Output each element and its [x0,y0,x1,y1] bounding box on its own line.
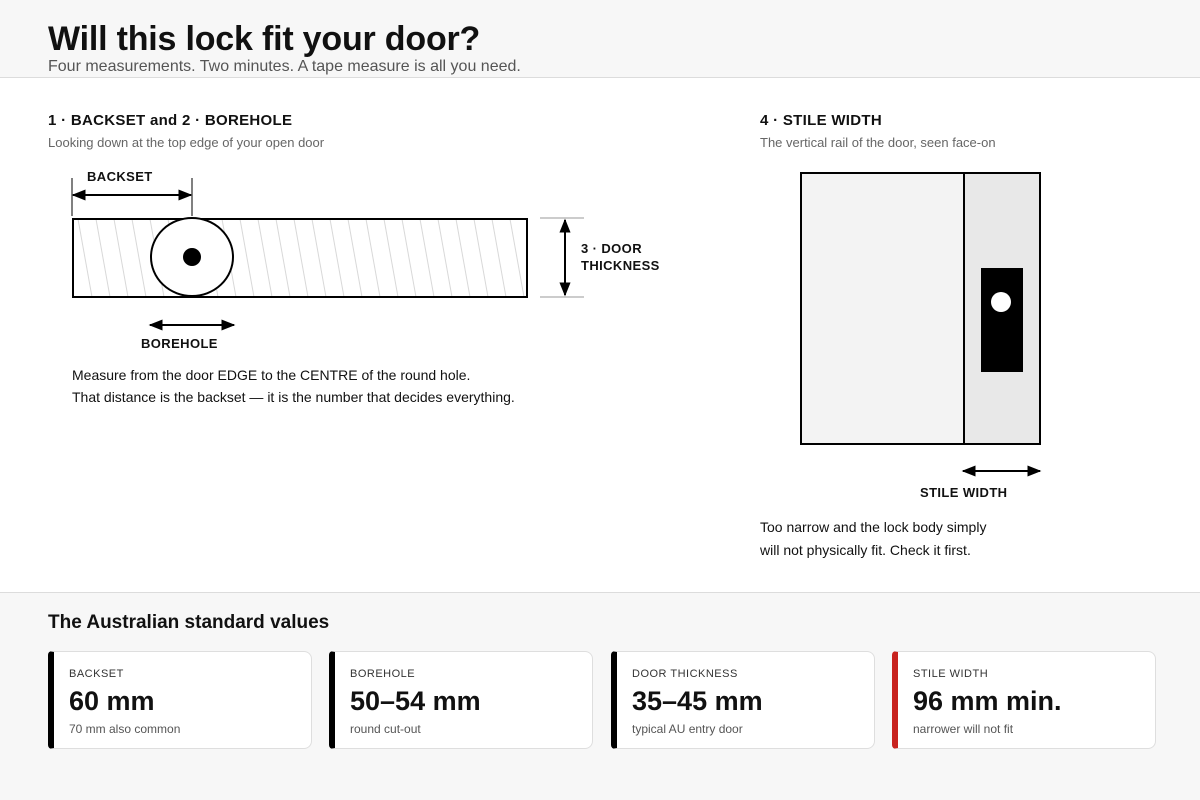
card-label: DOOR THICKNESS [632,668,738,680]
standard-card-borehole [329,651,593,749]
borehole-label: BOREHOLE [141,336,218,351]
spindle-dot [183,248,201,266]
stile-instructions [760,516,986,562]
standard-card-door-thickness [611,651,875,749]
card-note: 70 mm also common [69,722,181,736]
card-label: BACKSET [69,668,124,680]
backset-instruction-line: That distance is the backset — it is the number that decides everything. [72,389,515,405]
page-subtitle: Four measurements. Two minutes. A tape measure is all you need. [48,58,521,75]
lock-body [981,268,1023,372]
backset-label: BACKSET [87,169,153,184]
card-note: round cut-out [350,722,421,736]
wood-grain-hatching [78,219,524,297]
standards-title: The Australian standard values [48,612,330,633]
stile-instruction-line: Too narrow and the lock body simply [760,519,987,535]
stile-section-heading: 4 · STILE WIDTH [760,112,882,129]
thickness-label-line2: THICKNESS [581,258,660,273]
stile-width-label: STILE WIDTH [920,485,1008,500]
backset-section-subheading: Looking down at the top edge of your open door [48,135,325,150]
card-note: narrower will not fit [913,722,1014,736]
page-title: Will this lock fit your door? [48,20,481,58]
thickness-label-line1: 3 · DOOR [581,241,642,256]
card-value: 60 mm [69,686,155,716]
door-face-view [801,173,1040,444]
standard-card-stile-width [892,651,1156,749]
standard-card-backset [48,651,312,749]
backset-instruction-line: Measure from the door EDGE to the CENTRE of the round hole. [72,367,471,383]
backset-instructions [72,364,515,408]
card-label: BOREHOLE [350,668,416,680]
stile-section-subheading: The vertical rail of the door, seen face-on [760,135,996,150]
card-label: STILE WIDTH [913,668,989,680]
lock-cylinder-hole [991,292,1011,312]
card-note: typical AU entry door [632,722,743,736]
stile-instruction-line: will not physically fit. Check it first. [760,542,971,558]
card-value: 35–45 mm [632,686,763,716]
card-value: 50–54 mm [350,686,481,716]
card-value: 96 mm min. [913,686,1062,716]
door-top-edge [73,219,527,297]
backset-section-heading: 1 · BACKSET and 2 · BOREHOLE [48,112,293,129]
